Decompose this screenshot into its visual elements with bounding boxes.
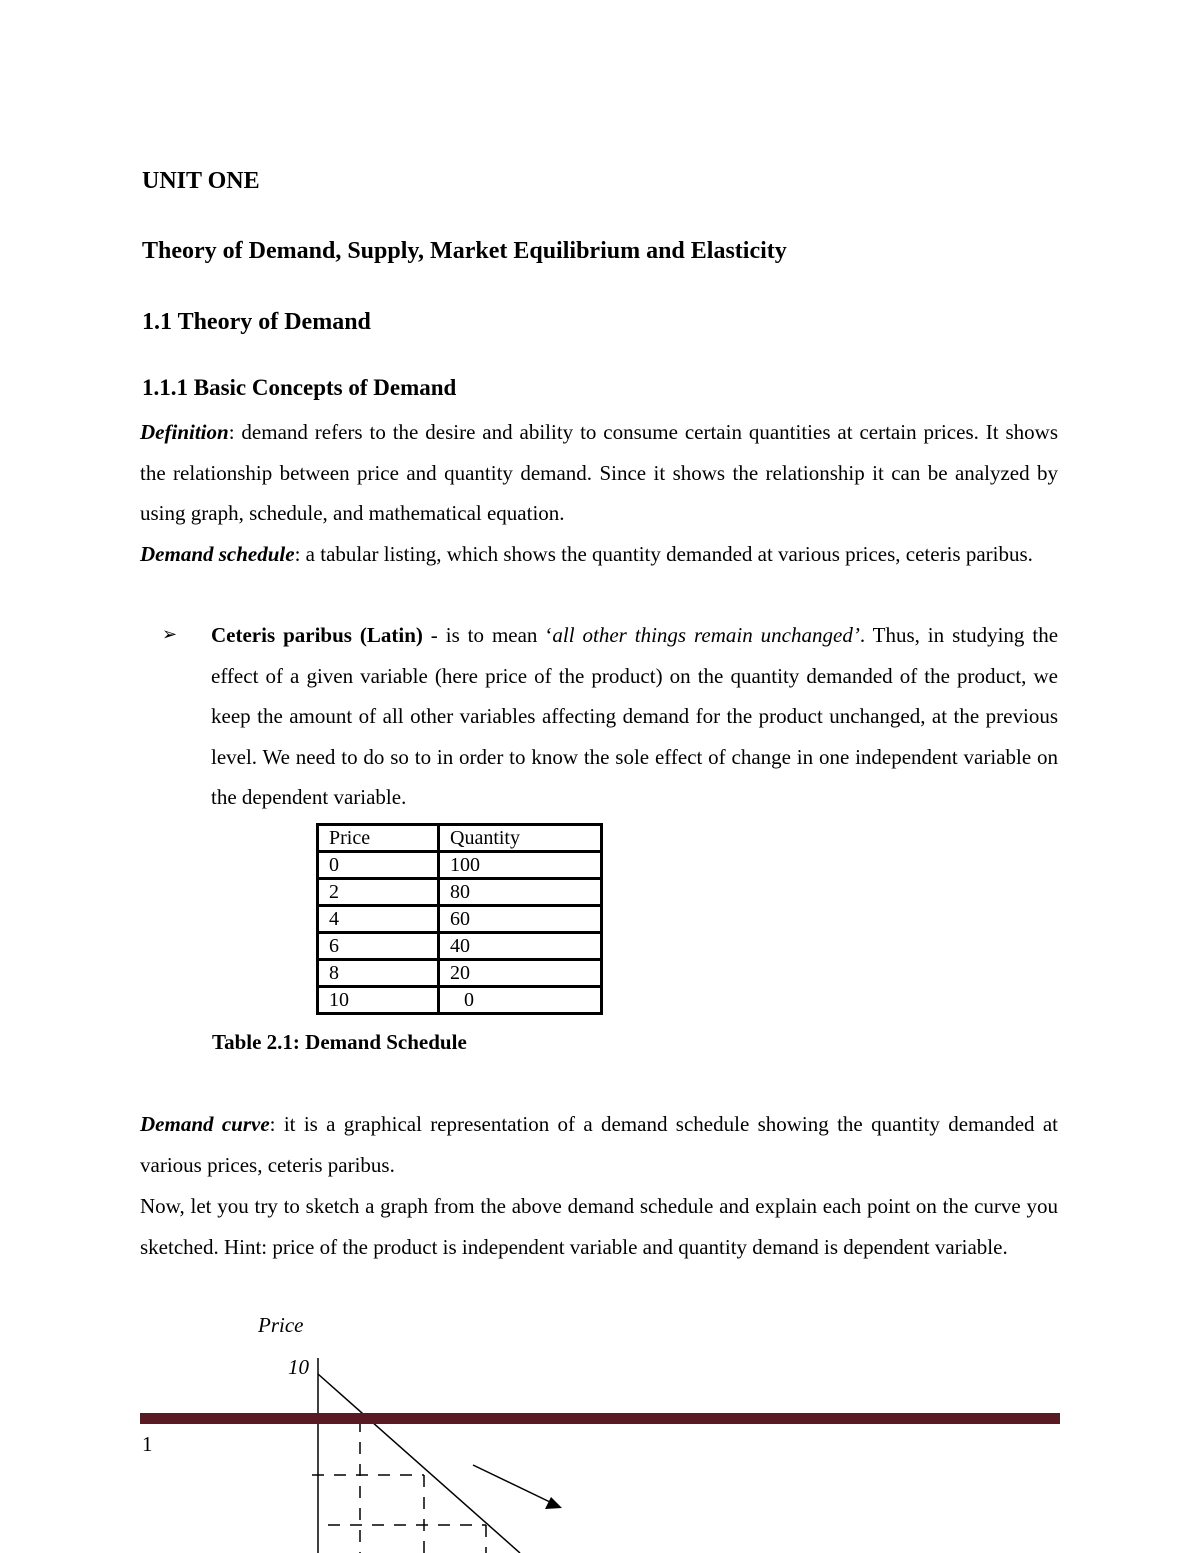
arrow-head-icon xyxy=(545,1497,562,1509)
section-heading: 1.1 Theory of Demand xyxy=(142,309,371,335)
demand-curve-text: : it is a graphical representation of a demand schedule showing the quantity demanded at various prices, ceteris paribus. xyxy=(140,1112,1058,1177)
demand-schedule-text: : a tabular listing, which shows the quantity demanded at various prices, ceteris paribus. xyxy=(294,542,1033,566)
instruction-paragraph: Now, let you try to sketch a graph from the above demand schedule and explain each point on the curve you sketched. Hint: price of the product is independent variable and quantity demand is dependent variable. xyxy=(140,1194,1058,1259)
bullet-text-after: . Thus, in studying the effect of a given variable (here price of the product) on the quantity demanded of the product, we keep the amount of all other variables affecting demand for the product unchanged, at the previous level. We need to do so to in order to know the sole effect of change in one independent variable on the dependent variable. xyxy=(211,623,1059,810)
graph-y-tick-label: 10 xyxy=(288,1355,309,1379)
table-cell-price: 8 xyxy=(318,960,439,987)
unit-heading: UNIT ONE xyxy=(142,168,260,194)
table-cell-price: 6 xyxy=(318,933,439,960)
arrow-bullet-icon: ➢ xyxy=(162,624,178,645)
demand-schedule-term: Demand schedule xyxy=(140,542,295,566)
table-cell-quantity: 0 xyxy=(439,987,602,1014)
definition-text: : demand refers to the desire and ability to consume certain quantities at certain prices. It shows the relationship between price and quantity demand. Since it shows the relationship it can be analyzed by using graph, schedule, and mathematical equation. xyxy=(140,420,1058,526)
subsection-heading: 1.1.1 Basic Concepts of Demand xyxy=(142,375,457,400)
table-cell-quantity: 40 xyxy=(439,933,602,960)
table-cell-price: 10 xyxy=(318,987,439,1014)
bullet-text-before: - is to mean ‘ xyxy=(422,623,553,647)
bullet-quote: all other things remain unchanged’ xyxy=(552,623,860,647)
bullet-term: Ceteris paribus (Latin) xyxy=(211,623,423,647)
footer-divider xyxy=(140,1413,1060,1424)
chapter-title: Theory of Demand, Supply, Market Equilibrium and Elasticity xyxy=(142,238,787,264)
table-header-quantity: Quantity xyxy=(439,825,602,852)
table-cell-price: 0 xyxy=(318,852,439,879)
table-cell-quantity: 60 xyxy=(439,906,602,933)
table-caption: Table 2.1: Demand Schedule xyxy=(212,1030,467,1054)
graph-y-axis-label: Price xyxy=(258,1313,304,1337)
demand-curve-term: Demand curve xyxy=(140,1112,270,1136)
table-cell-quantity: 20 xyxy=(439,960,602,987)
table-cell-quantity: 100 xyxy=(439,852,602,879)
table-cell-price: 4 xyxy=(318,906,439,933)
arrow-shaft xyxy=(473,1465,552,1503)
table-header-price: Price xyxy=(318,825,439,852)
table-cell-price: 2 xyxy=(318,879,439,906)
definition-term: Definition xyxy=(140,420,229,444)
page-number: 1 xyxy=(142,1432,153,1456)
demand-line xyxy=(318,1374,520,1553)
table-cell-quantity: 80 xyxy=(439,879,602,906)
